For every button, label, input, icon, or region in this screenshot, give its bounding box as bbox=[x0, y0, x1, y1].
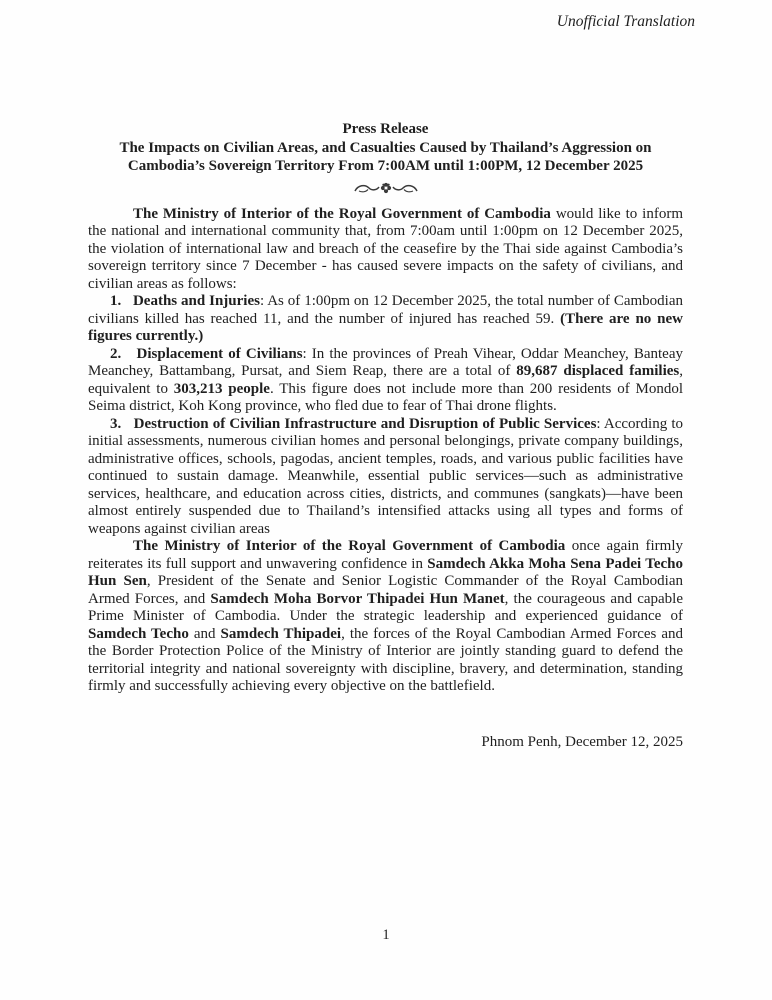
list-item-displacement: 2. Displacement of Civilians: In the provinces of Preah Vihear, Oddar Meanchey, Banteay Meanchey, Battambang, Pursat, and Siem Reap, there are a total of 89,687 displaced families, equivalent to 303,213 people. This figure does not include more than 200 residents of Mondol Seima district, Koh Kong province, who fled due to fear of Thai drone flights. bbox=[88, 345, 683, 414]
paragraph-conclusion: The Ministry of Interior of the Royal Government of Cambodia once again firmly reiterates its full support and unwavering confidence in Samdech Akka Moha Sena Padei Techo Hun Sen, President of the Senate and Senior Logistic Commander of the Royal Cambodian Armed Forces, and Samdech Moha Borvor Thipadei Hun Manet, the courageous and capable Prime Minister of Cambodia. Under the strategic leadership and experienced guidance of Samdech Techo and Samdech Thipadei, the forces of the Royal Cambodian Armed Forces and the Border Protection Police of the Ministry of Interior are jointly standing guard to defend the territorial integrity and national sovereignty with discipline, bravery, and determination, standing firmly and successfully achieving every objective on the battlefield. bbox=[88, 538, 683, 694]
list-item-deaths-injuries: 1. Deaths and Injuries: As of 1:00pm on 12 December 2025, the total number of Cambodian civilians killed has reached 11, and the number of injured has reached 59. (There are no new figures currently.) bbox=[88, 293, 684, 344]
press-release-heading: Press Release bbox=[342, 121, 429, 137]
floral-divider-icon bbox=[88, 179, 683, 199]
title-line-1: The Impacts on Civilian Areas, and Casualties Caused by Thailand’s Aggression on bbox=[119, 139, 652, 156]
translation-note: Unofficial Translation bbox=[556, 13, 695, 30]
dateline: Phnom Penh, December 12, 2025 bbox=[481, 733, 683, 750]
page-number: 1 bbox=[382, 926, 390, 943]
list-item-infrastructure: 3. Destruction of Civilian Infrastructure and Disruption of Public Services: According to initial assessments, numerous civilian homes and personal belongings, private company buildings, administrative offices, schools, pagodas, ancient temples, roads, and various public facilities have continued to sustain damage. Meanwhile, essential public services—such as administrative services, healthcare, and education across cities, districts, and communes (sangkats)—have been almost entirely suspended due to Thailand’s intensified attacks using all types and forms of weapons against civilian areas bbox=[88, 415, 683, 537]
paragraph-intro: The Ministry of Interior of the Royal Government of Cambodia would like to inform the national and international community that, from 7:00am until 1:00pm on 12 December 2025, the violation of international law and breach of the ceasefire by the Thai side against Cambodia’s sovereign territory since 7 December - has caused severe impacts on the safety of civilians, and civilian areas as follows: bbox=[88, 205, 683, 292]
title-block bbox=[88, 120, 683, 199]
document-body bbox=[88, 206, 683, 696]
title-line-2: Cambodia’s Sovereign Territory From 7:00AM until 1:00PM, 12 December 2025 bbox=[127, 158, 644, 174]
